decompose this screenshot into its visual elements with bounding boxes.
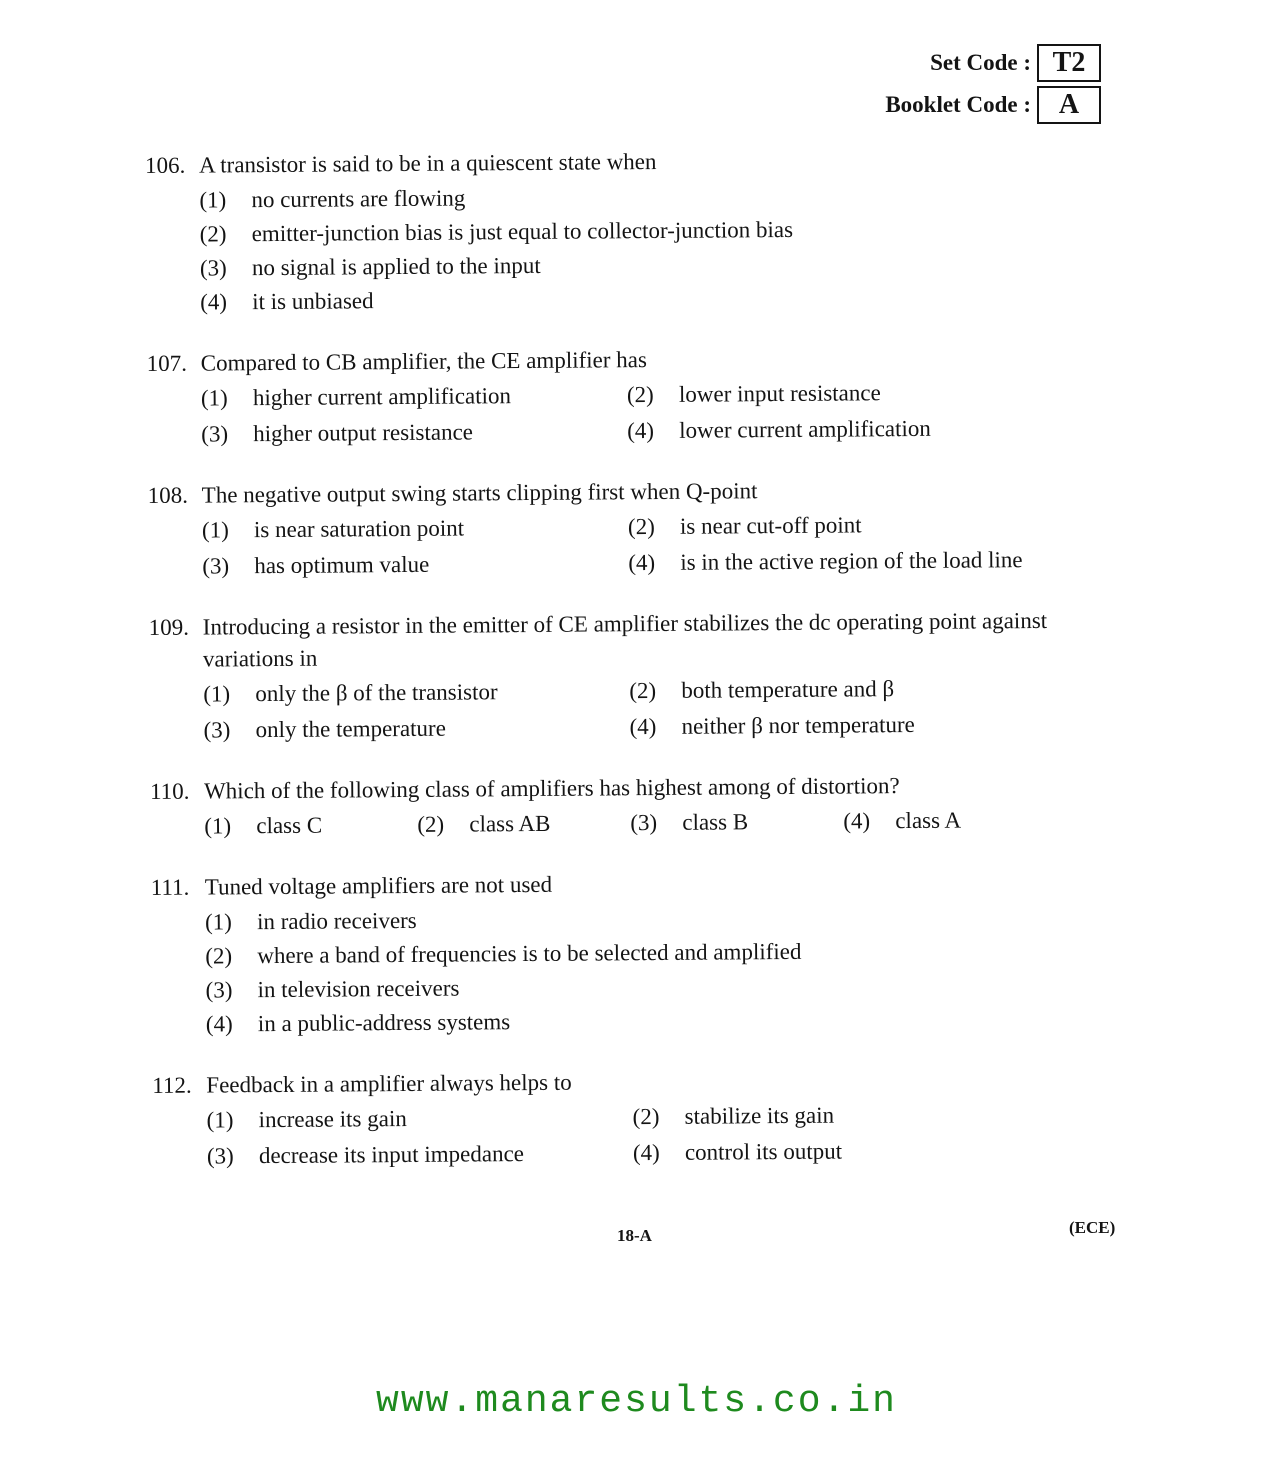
option-1 <box>204 808 417 844</box>
option-number: (1) <box>199 187 227 213</box>
option-4 <box>200 278 1126 319</box>
option-text: class AB <box>469 810 551 837</box>
option-text: only the β of the transistor <box>255 679 498 707</box>
option-number: (3) <box>206 1143 234 1169</box>
option-number: (2) <box>199 221 227 247</box>
option-text: is in the active region of the load line <box>680 547 1023 575</box>
option-text: decrease its input impedance <box>258 1141 525 1169</box>
question-109 <box>149 604 1130 748</box>
option-text: no currents are flowing <box>251 185 466 213</box>
option-4 <box>627 411 1057 448</box>
option-text: no signal is applied to the input <box>251 252 541 281</box>
option-2 <box>628 507 1058 544</box>
option-3 <box>202 546 628 583</box>
option-3 <box>630 805 843 841</box>
set-code-row <box>885 44 1101 82</box>
set-code-label: Set Code : <box>930 50 1031 75</box>
option-number: (4) <box>628 550 656 576</box>
question-111 <box>151 864 1132 1042</box>
option-number: (2) <box>626 382 654 408</box>
option-1 <box>201 378 627 415</box>
question-107 <box>147 340 1128 452</box>
question-number: 109. <box>148 614 190 640</box>
question-text: Which of the following class of amplifiers has highest among of distortion? <box>203 773 900 804</box>
option-1 <box>206 1100 632 1137</box>
option-text: class A <box>895 807 962 834</box>
option-4 <box>206 1000 1132 1041</box>
option-2 <box>632 1097 1062 1134</box>
option-text: higher current amplification <box>252 383 512 411</box>
option-number: (4) <box>843 808 871 834</box>
option-number: (2) <box>417 811 445 837</box>
option-4 <box>633 1133 1063 1170</box>
watermark-url[interactable]: www.manaresults.co.in <box>376 1380 897 1423</box>
question-106 <box>145 142 1126 320</box>
question-text: The negative output swing starts clipping first when Q-point <box>201 478 758 508</box>
option-text: only the temperature <box>255 715 446 743</box>
option-3 <box>201 414 627 451</box>
question-number: 112. <box>152 1072 192 1098</box>
option-number: (1) <box>200 385 228 411</box>
booklet-code-row <box>885 86 1101 124</box>
option-text: in television receivers <box>257 975 460 1003</box>
option-text: it is unbiased <box>252 288 374 315</box>
option-number: (2) <box>629 678 657 704</box>
option-number: (1) <box>204 813 232 839</box>
option-text: lower input resistance <box>678 380 881 407</box>
option-number: (4) <box>629 714 657 740</box>
booklet-code-box: A <box>1037 86 1101 124</box>
department-code: (ECE) <box>1069 1218 1116 1237</box>
option-number: (1) <box>201 517 229 543</box>
option-text: neither β nor temperature <box>681 711 915 739</box>
option-1 <box>203 674 629 711</box>
option-2 <box>627 375 1057 412</box>
question-text: Compared to CB amplifier, the CE amplifier has <box>200 347 647 376</box>
code-panel <box>885 44 1101 128</box>
option-number: (3) <box>201 421 229 447</box>
question-number: 107. <box>146 350 188 376</box>
option-text: increase its gain <box>258 1105 407 1133</box>
option-number: (3) <box>630 809 658 836</box>
set-code-box: T2 <box>1037 44 1101 82</box>
option-text: in a public-address systems <box>257 1009 511 1037</box>
option-number: (2) <box>205 943 233 969</box>
option-number: (4) <box>632 1139 660 1166</box>
option-text: is near cut-off point <box>679 512 862 539</box>
option-number: (2) <box>632 1103 660 1130</box>
question-112 <box>152 1062 1133 1174</box>
question-108 <box>148 472 1129 584</box>
option-text: both temperature and β <box>681 676 895 703</box>
option-number: (4) <box>200 289 228 315</box>
option-text: where a band of frequencies is to be selected and amplified <box>257 938 802 969</box>
option-text: in radio receivers <box>256 907 417 935</box>
booklet-code-label: Booklet Code : <box>885 92 1031 117</box>
option-1 <box>202 510 628 547</box>
option-text: lower current amplification <box>679 415 931 443</box>
page-number: 18-A <box>617 1226 652 1245</box>
option-number: (1) <box>206 1107 234 1133</box>
option-number: (3) <box>202 553 230 579</box>
question-110 <box>150 768 1131 844</box>
option-number: (4) <box>627 418 655 444</box>
option-2 <box>629 671 1059 708</box>
option-text: class C <box>256 812 323 839</box>
question-list <box>145 142 1133 1202</box>
option-number: (2) <box>627 514 655 540</box>
option-number: (3) <box>199 255 227 281</box>
question-text: Feedback in a amplifier always helps to <box>206 1069 572 1098</box>
question-text: A transistor is said to be in a quiescent state when <box>199 148 657 178</box>
question-number: 111. <box>150 874 190 900</box>
option-text: control its output <box>684 1138 843 1165</box>
option-number: (3) <box>203 717 231 743</box>
option-number: (1) <box>204 909 232 935</box>
option-3 <box>207 1136 633 1173</box>
option-text: class B <box>682 809 749 835</box>
question-number: 108. <box>147 482 189 508</box>
option-text: has optimum value <box>254 551 430 579</box>
question-number: 106. <box>145 152 186 178</box>
question-number: 110. <box>149 778 190 804</box>
option-2 <box>417 806 630 842</box>
question-text: Introducing a resistor in the emitter of CE amplifier stabilizes the dc operating point against variations in <box>202 607 1048 672</box>
question-text: Tuned voltage amplifiers are not used <box>204 871 553 900</box>
option-number: (4) <box>205 1011 233 1037</box>
option-3 <box>203 710 629 747</box>
option-text: is near saturation point <box>253 515 465 543</box>
option-text: higher output resistance <box>253 419 474 447</box>
option-4 <box>629 707 1059 744</box>
option-4 <box>628 543 1058 580</box>
option-number: (1) <box>203 681 231 707</box>
option-4 <box>843 803 1056 839</box>
option-text: emitter-junction bias is just equal to collector-junction bias <box>251 216 794 247</box>
option-number: (3) <box>205 977 233 1003</box>
option-text: stabilize its gain <box>684 1102 835 1129</box>
